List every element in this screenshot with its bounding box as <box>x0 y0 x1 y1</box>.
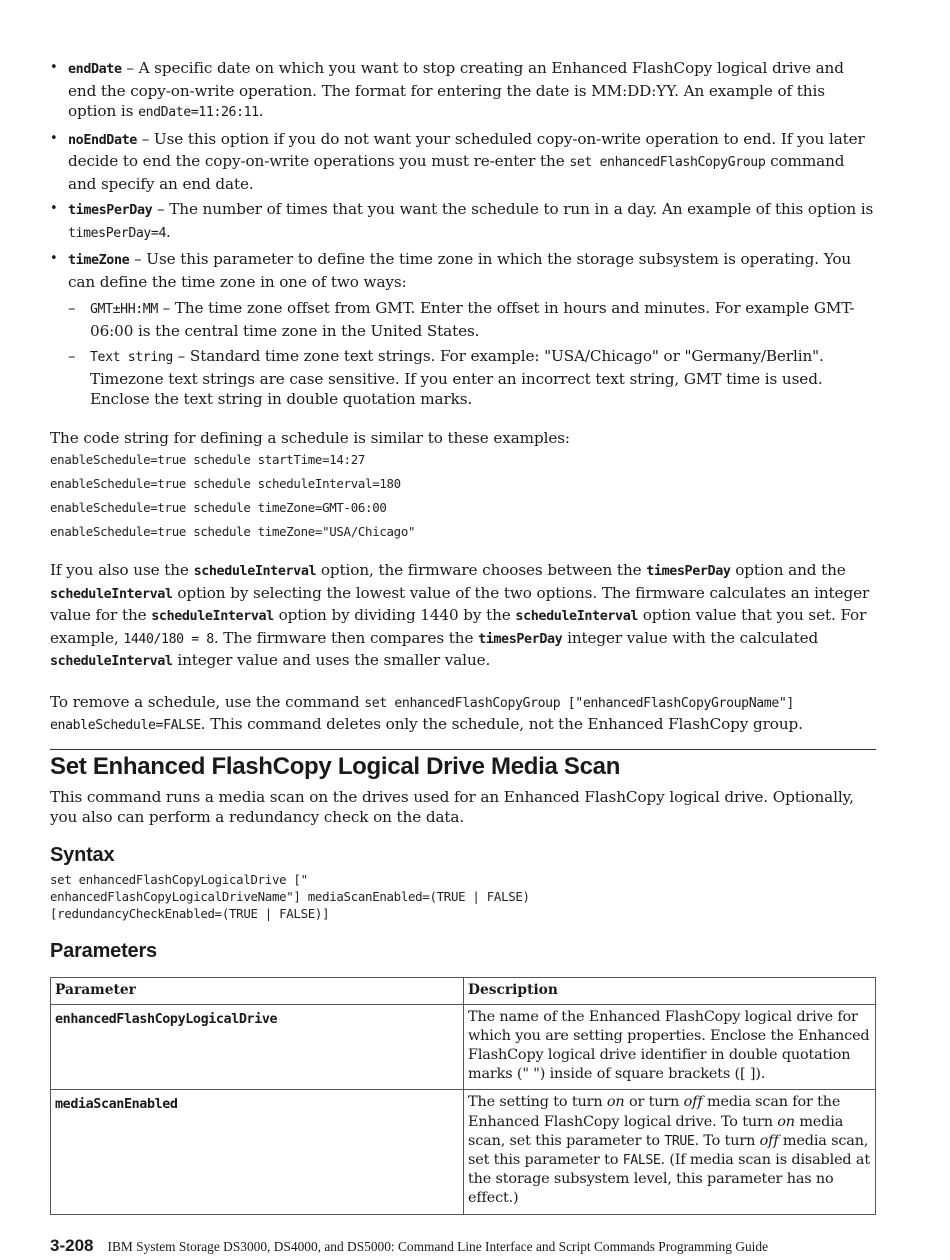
option-term: noEndDate <box>68 132 137 148</box>
remove-schedule-paragraph: To remove a schedule, use the command set enhancedFlashCopyGroup ["enhancedFlashCopyGroupName"] enableSchedule=FALSE. This command deletes only the schedule, not the Enhanced FlashCopy group. <box>50 692 803 733</box>
page-number: 3-208 <box>50 1236 94 1255</box>
inline-code: endDate=11:26:11 <box>138 105 259 120</box>
timezone-format-text: – Text string – Standard time zone text strings. For example: "USA/Chicago" or "Germany/Berlin". Timezone text strings are case sensitive. If you enter an incorrect text string, GMT time is used. Enclose the text string in double quotation marks. <box>68 346 876 410</box>
syntax-heading: Syntax <box>50 843 115 866</box>
parameters-table <box>50 977 876 1215</box>
syntax-line: set enhancedFlashCopyLogicalDrive [" <box>50 871 308 887</box>
syntax-line: [redundancyCheckEnabled=(TRUE | FALSE)] <box>50 905 330 921</box>
timezone-format-list <box>68 298 876 410</box>
document-page <box>50 58 876 1215</box>
option-term: endDate <box>68 62 122 77</box>
table-row <box>51 1090 876 1214</box>
parameter-description-cell: The setting to turn on or turn off media scan for the Enhanced FlashCopy logical drive. To turn on media scan, set this parameter to TRUE. To turn off media scan, set this parameter to FALSE. (If media scan is disabled at the storage subsystem level, this parameter has no effect.) <box>464 1090 876 1214</box>
option-term: timeZone <box>68 253 130 268</box>
option-timesperday: • timesPerDay – The number of times that you want the schedule to run in a day. An example of this option is timesPerDay=4. <box>50 199 876 244</box>
code-examples <box>50 452 876 540</box>
syntax-line: enhancedFlashCopyLogicalDriveName"] mediaScanEnabled=(TRUE | FALSE) <box>50 888 530 904</box>
inline-code: GMT±HH:MM <box>90 302 158 317</box>
column-header-description: Description <box>464 977 876 1004</box>
code-example: enableSchedule=true schedule timeZone=GMT-06:00 <box>50 500 387 515</box>
timezone-format-offset: – GMT±HH:MM – The time zone offset from GMT. Enter the offset in hours and minutes. For example GMT-06:00 is the central time zone in the United States. <box>68 298 876 341</box>
inline-code: timesPerDay=4 <box>68 225 167 241</box>
syntax-block <box>50 871 876 922</box>
parameter-name-cell: enhancedFlashCopyLogicalDrive <box>51 1004 464 1090</box>
parameter-description-cell: The name of the Enhanced FlashCopy logical drive for which you are setting properties. Enclose the Enhanced FlashCopy logical drive identifier in double quotation marks (" ") inside of square brackets ([ ]). <box>464 1004 876 1090</box>
section-title: Set Enhanced FlashCopy Logical Drive Media Scan <box>50 752 621 780</box>
parameter-name-cell: mediaScanEnabled <box>51 1090 464 1214</box>
inline-code: Text string <box>90 350 173 365</box>
section-divider <box>50 749 876 750</box>
code-example: enableSchedule=true schedule timeZone="USA/Chicago" <box>50 524 416 539</box>
inline-code: set enhancedFlashCopyGroup <box>569 155 766 170</box>
option-noenddate: • noEndDate – Use this option if you do not want your scheduled copy-on-write operation to end. If you later decide to end the copy-on-write operations you must re-enter the set enhancedFlashCopyGroup command and specify an end date. <box>50 129 876 195</box>
parameters-heading: Parameters <box>50 939 157 962</box>
section-intro: This command runs a media scan on the drives used for an Enhanced FlashCopy logical drive. Optionally, you also can perform a redundancy check on the data. <box>50 787 854 826</box>
code-example: enableSchedule=true schedule scheduleInterval=180 <box>50 476 401 491</box>
option-enddate: • endDate – A specific date on which you want to stop creating an Enhanced FlashCopy logical drive and end the copy-on-write operation. The format for entering the date is MM:DD:YY. An example of this option is endDate=11:26:11. <box>50 58 876 124</box>
examples-intro: The code string for defining a schedule is similar to these examples: <box>50 428 570 447</box>
column-header-parameter: Parameter <box>51 977 464 1004</box>
page-footer <box>50 1236 890 1256</box>
table-row <box>51 1004 876 1090</box>
schedule-option-list <box>50 58 876 410</box>
option-timezone: • timeZone – Use this parameter to define the time zone in which the storage subsystem is operating. You can define the time zone in one of two ways: – GMT±HH:MM – The time zone offset from GMT. Enter the offset in hours and minutes. For example GMT-06:00 is the central time zone in the United States. – Text string – Standard time zone text strings. For example: "USA/Chicago" or "Germany/Berlin". Timezone text strings are case sensitive. If you enter an incorrect text string, GMT time is used. Enclose the text string in double quotation marks. <box>50 249 876 410</box>
schedule-interval-paragraph: If you also use the scheduleInterval option, the firmware chooses between the timesPerDay option and the scheduleInterval option by selecting the lowest value of the two options. The firmware calculates an integer value for the scheduleInterval option by dividing 1440 by the scheduleInterval option value that you set. For example, 1440/180 = 8. The firmware then compares the timesPerDay integer value with the calculated scheduleInterval integer value and uses the smaller value. <box>50 561 870 669</box>
option-term: timesPerDay <box>68 203 153 218</box>
code-example: enableSchedule=true schedule startTime=14:27 <box>50 452 366 467</box>
table-header-row <box>51 977 876 1004</box>
book-title: IBM System Storage DS3000, DS4000, and DS5000: Command Line Interface and Script Commands Programming Guide <box>107 1239 769 1254</box>
